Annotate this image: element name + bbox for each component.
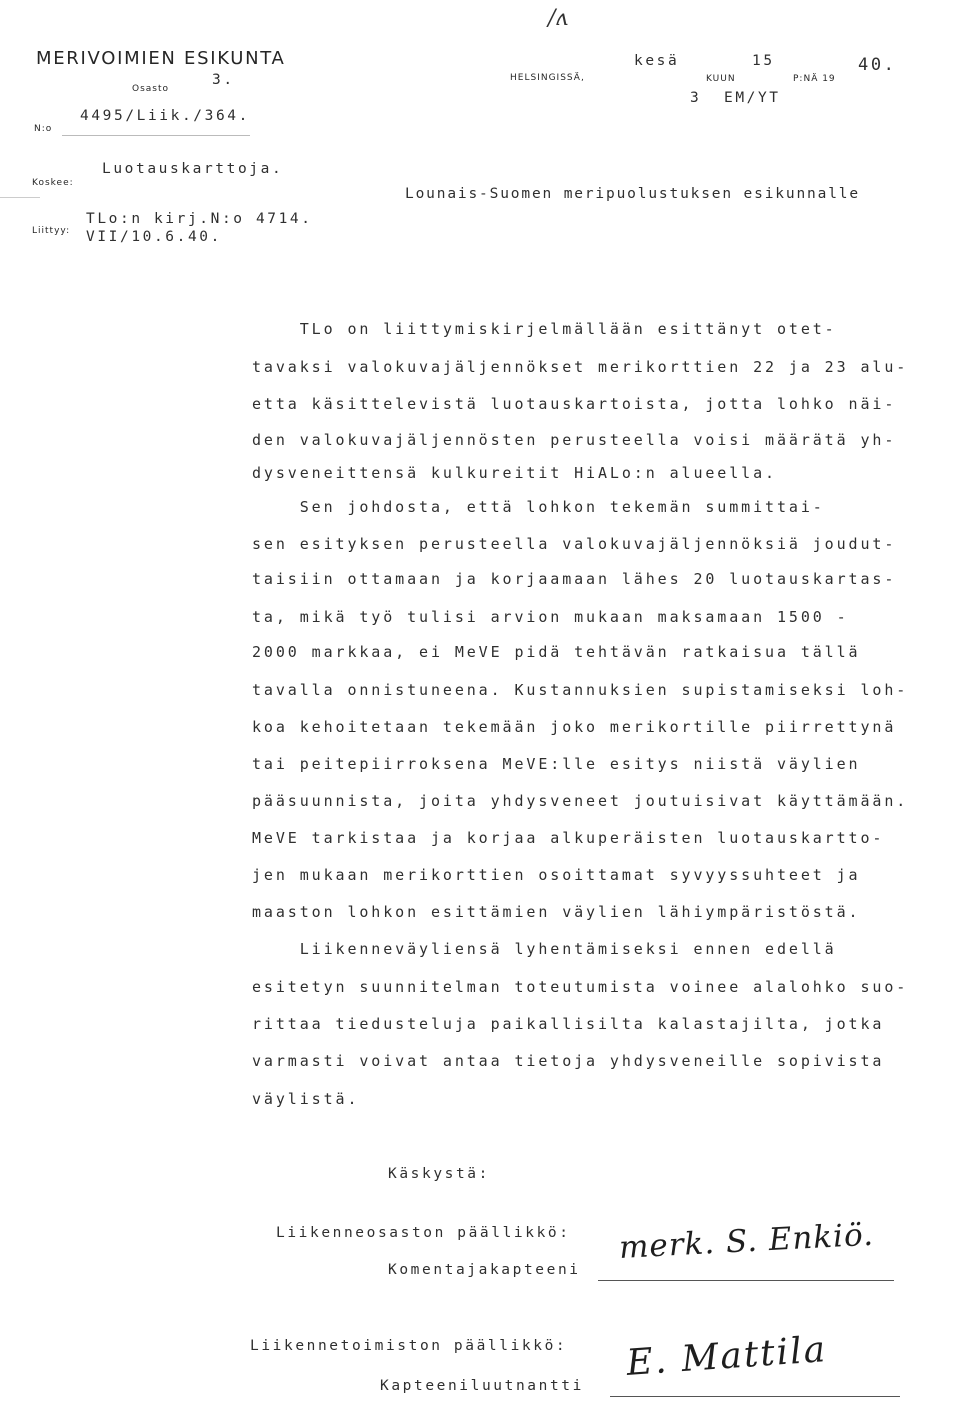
signature-2-line — [610, 1396, 900, 1397]
attachment-label: Liittyy: — [32, 226, 71, 236]
year-value: 40. — [858, 55, 897, 75]
body-line: tai peitepiirroksena MeVE:lle esitys niistä väylien — [252, 755, 861, 773]
day-value: 15 — [752, 53, 775, 69]
body-line: 2000 markkaa, ei MeVE pidä tehtävän ratkaisua tällä — [252, 643, 861, 661]
signer-1-role: Liikenneosaston päällikkö: — [276, 1225, 571, 1241]
recipient: Lounais-Suomen meripuolustuksen esikunnalle — [405, 186, 860, 202]
subject-label: Koskee: — [32, 178, 74, 188]
body-line: taisiin ottamaan ja korjaamaan lähes 20 luotauskartas- — [252, 570, 897, 588]
body-line: maaston lohkon esittämien väylien lähiympäristöstä. — [252, 903, 861, 921]
body-line: tavaksi valokuvajäljennökset merikorttien 22 ja 23 alu- — [252, 358, 909, 376]
day-label: P:NÄ 19 — [793, 74, 836, 84]
body-line: tavalla onnistuneena. Kustannuksien supistamiseksi loh- — [252, 681, 909, 699]
subject-value: Luotauskarttoja. — [102, 161, 284, 177]
body-line: koa kehoitetaan tekemään joko merikortille piirrettynä — [252, 718, 897, 736]
body-line: dysveneittensä kulkureitit HiALo:n alueella. — [252, 464, 777, 482]
number-value: 4495/Liik./364. — [80, 108, 250, 124]
body-line: TLo on liittymiskirjelmällään esittänyt otet- — [252, 320, 837, 338]
attachment-line-2: VII/10.6.40. — [86, 229, 222, 245]
attachment-line-1: TLo:n kirj.N:o 4714. — [86, 211, 313, 227]
body-line: jen mukaan merikorttien osoittamat syvyyssuhteet ja — [252, 866, 861, 884]
signer-2-role: Liikennetoimiston päällikkö: — [250, 1338, 568, 1354]
body-line: rittaa tiedusteluja paikallisilta kalastajilta, jotka — [252, 1015, 885, 1033]
signature-1-handwritten: merk. S. Enkiö. — [618, 1216, 875, 1266]
body-line: väylistä. — [252, 1090, 360, 1108]
month-label: KUUN — [706, 74, 736, 84]
body-line: Liikenneväyliensä lyhentämiseksi ennen edellä — [252, 940, 837, 958]
organization-name: MERIVOIMIEN ESIKUNTA — [36, 48, 286, 69]
signature-1-line — [598, 1280, 894, 1281]
body-line: pääsuunnista, joita yhdysveneet joutuisivat käyttämään. — [252, 792, 909, 810]
by-order-label: Käskystä: — [388, 1166, 490, 1182]
body-line: etta käsittelevistä luotauskartoista, jotta lohko näi- — [252, 395, 897, 413]
signature-2-handwritten: E. Mattila — [625, 1329, 829, 1384]
body-line: varmasti voivat antaa tietoja yhdysveneille sopivista — [252, 1052, 885, 1070]
subject-underline — [0, 197, 40, 198]
signer-1-rank: Komentajakapteeni — [388, 1262, 581, 1278]
place-label: HELSINGISSÄ, — [510, 73, 585, 83]
number-underline — [62, 135, 250, 136]
body-line: esitetyn suunnitelman toteutumista voinee alalohko suo- — [252, 978, 909, 996]
body-line: MeVE tarkistaa ja korjaa alkuperäisten luotauskartto- — [252, 829, 885, 847]
osasto-value: 3. — [212, 72, 235, 88]
body-line: ta, mikä työ tulisi arvion mukaan maksamaan 1500 - — [252, 608, 849, 626]
osasto-label: Osasto — [132, 84, 170, 94]
body-line: den valokuvajäljennösten perusteella voisi määrätä yh- — [252, 431, 897, 449]
body-line: Sen johdosta, että lohkon tekemän summittai- — [252, 498, 825, 516]
handwritten-mark: /ʌ — [548, 6, 568, 31]
signer-2-rank: Kapteeniluutnantti — [380, 1378, 584, 1394]
body-line: sen esityksen perusteella valokuvajäljennöksiä joudut- — [252, 535, 897, 553]
month-value: kesä — [634, 53, 680, 69]
reference-code: 3 EM/YT — [690, 90, 781, 106]
number-label: N:o — [34, 124, 53, 134]
